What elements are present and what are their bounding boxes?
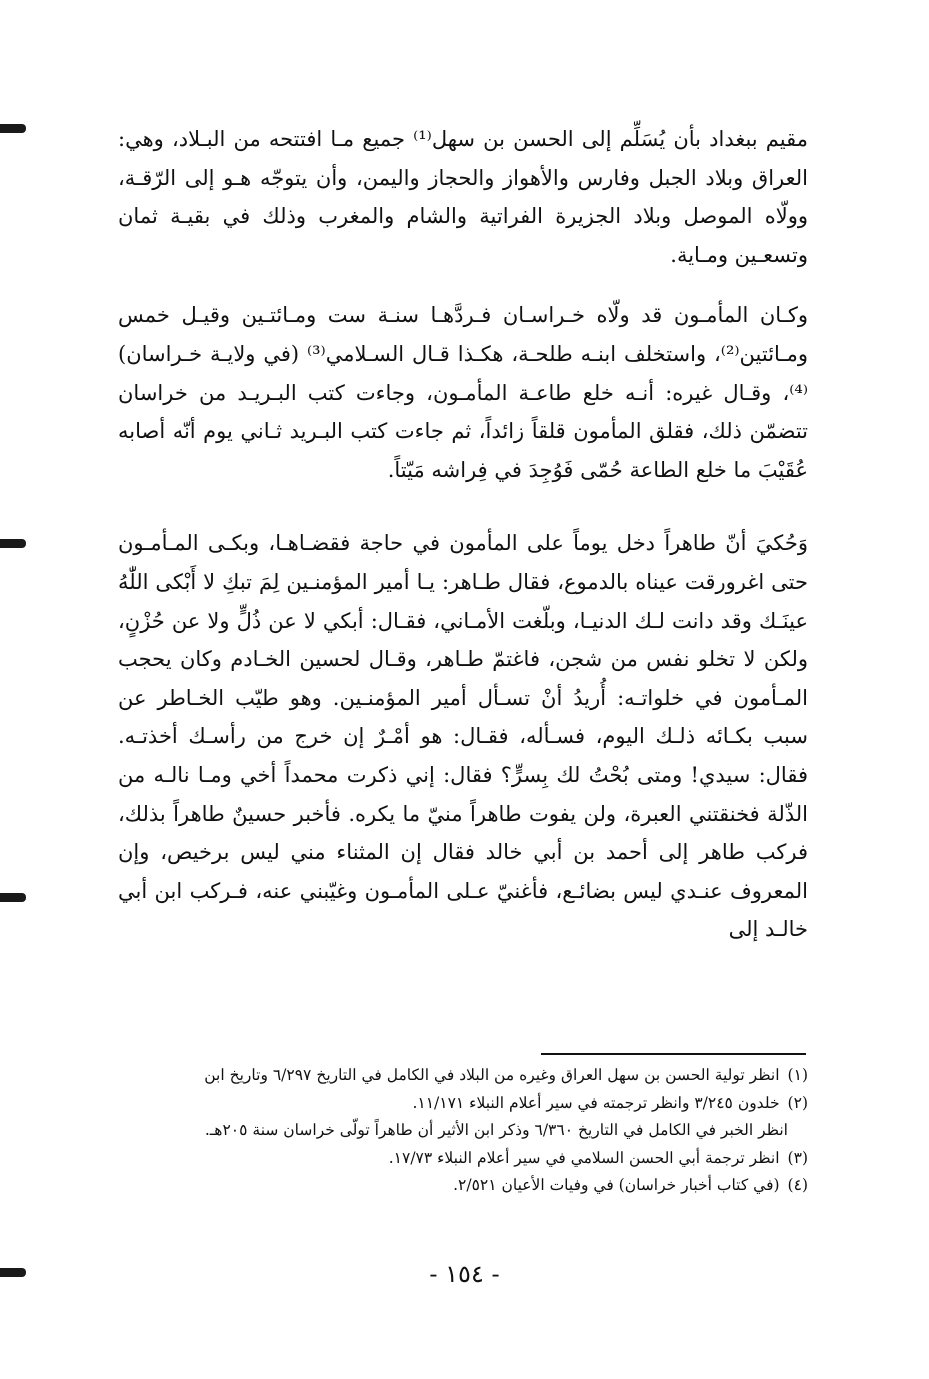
footnote — [118, 1145, 808, 1173]
footnote-number: (٣) — [787, 1148, 808, 1167]
footnotes — [118, 1062, 808, 1200]
footnote-text: انظر الخبر في الكامل في التاريخ ٦/٣٦٠ وذكر ابن الأثير أن طاهراً تولّى خراسان سنة ٢٠٥هـ. — [204, 1121, 788, 1139]
page-number: - ١٥٤ - — [429, 1260, 500, 1288]
footnote-text: انظر ترجمة أبي الحسن السلامي في سير أعلام النبلاء ١٧/٧٣. — [388, 1148, 780, 1167]
footnote-text: خلدون ٣/٢٤٥ وانظر ترجمته في سير أعلام النبلاء ١١/١٧١. — [412, 1093, 780, 1112]
footnote-text: انظر تولية الحسن بن سهل العراق وغيره من البلاد في الكامل في التاريخ ٦/٢٩٧ وتاريخ ابن — [204, 1066, 780, 1084]
footnote-number: (٤) — [787, 1176, 808, 1194]
binding-mark — [0, 539, 26, 548]
footnote-number: (١) — [787, 1066, 808, 1084]
binding-mark — [0, 893, 26, 902]
footnote-number: (٢) — [787, 1093, 808, 1112]
footnote — [118, 1090, 808, 1118]
paragraph: وكـان المأمـون قد ولّاه خـراسـان فـردَّهـا سنـة ست ومـائتـين وقيـل خمس ومـائتين⁽²⁾، واستخلف ابنـه طلحـة، هكـذا قـال السـلامي⁽³⁾ (في ولايـة خـراسان)⁽⁴⁾، وقـال غيره: أنـه خلع طاعـة المأمـون، وجاءت كتب البـريـد من خراسان تتضمّن ذلك، فقلق المأمون قلقاً زائداً، ثم جاءت كتب البـريد ثـاني يوم أنّه أصابه عُقَيْبَ ما خلع الطاعة حُمّى فَوُجِدَ في فِراشه مَيّتاً. — [118, 303, 808, 482]
main-text — [118, 120, 808, 949]
footnote-text: (في كتاب أخبار خراسان) في وفيات الأعيان ٢/٥٢١. — [453, 1176, 780, 1194]
footnote — [118, 1062, 808, 1090]
footnote — [118, 1172, 808, 1200]
paragraph: وَحُكيَ أنّ طاهراً دخل يوماً على المأمون في حاجة فقضـاهـا، وبكـى المـأمـون حتى اغرورقت عيناه بالدموع، فقال طـاهر: يـا أمير المؤمنـين لِمَ تبكِ لا أَبْكى اللّٰهُ عينَـك وقد دانت لـك الدنيـا، وبلّغت الأمـاني، فقـال: أبكي لا عن ذُلٍّ ولا عن حُزْنٍ، ولكن لا تخلو نفس من شجن، فاغتمّ طـاهر، وقـال لحسين الخـادم وكان يحجب المـأمون في خلواتـه: أُريدُ أنْ تسـأل أمير المؤمنـين. وهو طيّب الخـاطر عن سبب بكـائه ذلـك اليوم، فسـأله، فقـال: هو أمْـرٌ إن خرج من رأسـك أخذتـه. فقال: سيدي! ومتى بُحْتُ لك بِسرٍّ؟ فقال: إني ذكرت محمداً أخي ومـا نالـه من الذّلة فخنقتني العبرة، ولن يفوت طاهراً منيّ ما يكره. فأخبر حسينٌ طاهراً بذلك، فركب طاهر إلى أحمد بن أبي خالد فقال إن المثناء مني ليس برخيص، وإن المعروف عنـدي ليس بضائـع، فأغنيّ عـلى المأمـون وغيّبني عنه، فـركب ابن أبي خالـد إلى — [118, 531, 808, 942]
paragraph: مقيم ببغداد بأن يُسَلِّم إلى الحسن بن سهل⁽¹⁾ جميع مـا افتتحه من البـلاد، وهي: العراق وبلاد الجبل وفارس والأهواز والحجاز واليمن، وأن يتوجّه هـو إلى الرّقـة، وولّاه الموصل وبلاد الجزيرة الفراتية والشام والمغرب وذلك في بقيـة ثمان وتسعـين ومـاية. — [118, 127, 808, 267]
footnote-separator — [541, 1053, 806, 1055]
footnote — [118, 1117, 808, 1145]
binding-mark — [0, 124, 26, 133]
